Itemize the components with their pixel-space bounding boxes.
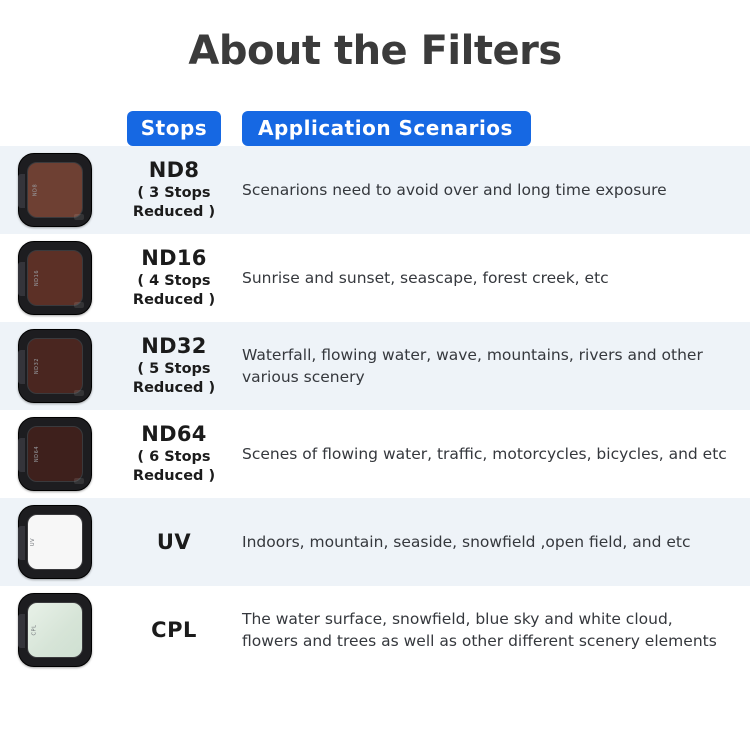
header-application-column xyxy=(242,111,750,146)
filter-image-cell xyxy=(18,593,118,667)
application-cell: Scenes of flowing water, traffic, motorcycles, bicycles, and etc xyxy=(242,444,727,463)
filter-side-label: ND16 xyxy=(34,269,41,287)
filter-stops-line1: ( 4 Stops xyxy=(137,273,211,290)
stops-cell xyxy=(118,158,230,222)
filter-stops-line1: ( 5 Stops xyxy=(137,361,211,378)
page-title: About the Filters xyxy=(188,28,562,74)
application-cell: Indoors, mountain, seaside, snowfield ,open field, and etc xyxy=(242,532,691,551)
stops-cell xyxy=(118,530,230,554)
filter-name: ND64 xyxy=(141,422,207,447)
filter-image-cell xyxy=(18,241,118,315)
header-application-label: Application Scenarios xyxy=(242,111,531,146)
filters-table xyxy=(0,102,750,674)
filter-stops-line2: Reduced ) xyxy=(132,292,216,308)
table-header-row xyxy=(0,102,750,146)
nd16-filter-icon xyxy=(18,241,92,315)
filter-stops-line1: ( 3 Stops xyxy=(137,185,211,202)
header-stops-column xyxy=(118,111,230,146)
stops-cell xyxy=(118,422,230,486)
application-cell: Sunrise and sunset, seascape, forest creek, etc xyxy=(242,268,609,287)
filter-stops-detail xyxy=(118,448,230,486)
filter-name: ND8 xyxy=(148,158,200,183)
filter-stops-line1: ( 6 Stops xyxy=(137,449,211,466)
filter-side-label: ND32 xyxy=(34,357,41,375)
stops-cell xyxy=(118,618,230,642)
table-row xyxy=(0,146,750,234)
application-cell: Waterfall, flowing water, wave, mountains, rivers and other various scenery xyxy=(242,345,703,386)
filter-stops-line2: Reduced ) xyxy=(132,468,216,484)
nd32-filter-icon xyxy=(18,329,92,403)
table-row xyxy=(0,322,750,410)
header-stops-label: Stops xyxy=(127,111,221,146)
nd8-filter-icon xyxy=(18,153,92,227)
filter-name: ND16 xyxy=(141,246,207,271)
filter-side-label: UV xyxy=(30,537,37,547)
filter-stops-detail xyxy=(118,272,230,310)
filter-name: UV xyxy=(156,530,192,554)
filter-image-cell xyxy=(18,417,118,491)
filter-side-label: CPL xyxy=(31,624,38,636)
filter-side-label: ND8 xyxy=(32,183,39,197)
filter-stops-detail xyxy=(118,360,230,398)
nd64-filter-icon xyxy=(18,417,92,491)
filter-image-cell xyxy=(18,329,118,403)
stops-cell xyxy=(118,334,230,398)
table-row xyxy=(0,234,750,322)
table-row xyxy=(0,410,750,498)
application-cell: Scenarions need to avoid over and long time exposure xyxy=(242,180,667,199)
table-row xyxy=(0,586,750,674)
cpl-filter-icon xyxy=(18,593,92,667)
stops-cell xyxy=(118,246,230,310)
filter-name: CPL xyxy=(151,618,197,642)
application-cell: The water surface, snowfield, blue sky and white cloud, flowers and trees as well as other different scenery elements xyxy=(242,609,717,650)
table-row xyxy=(0,498,750,586)
filter-stops-line2: Reduced ) xyxy=(132,204,216,220)
filter-image-cell xyxy=(18,505,118,579)
filter-name: ND32 xyxy=(141,334,207,359)
filter-side-label: ND64 xyxy=(34,445,41,463)
uv-filter-icon xyxy=(18,505,92,579)
filter-stops-detail xyxy=(118,184,230,222)
filter-image-cell xyxy=(18,153,118,227)
filter-stops-line2: Reduced ) xyxy=(132,380,216,396)
